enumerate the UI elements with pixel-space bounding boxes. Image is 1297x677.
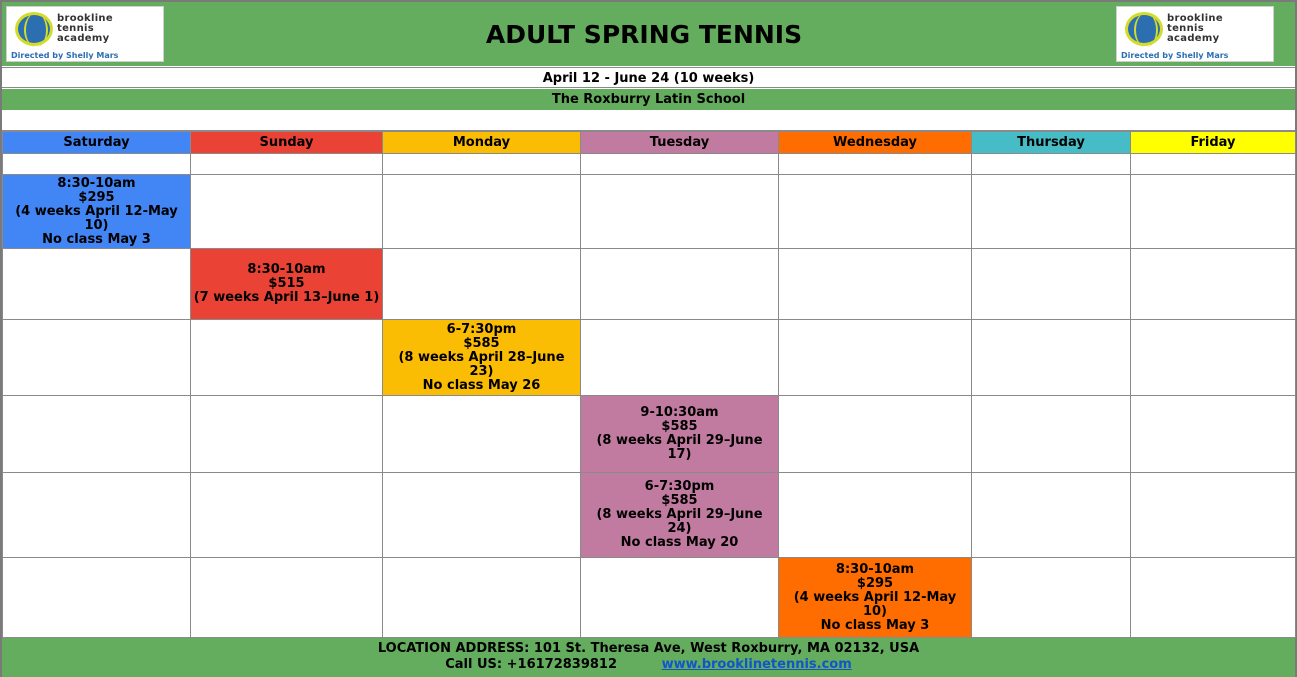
class-duration: (7 weeks April 13–June 1)	[193, 290, 380, 305]
class-price: $585	[661, 493, 698, 508]
class-note: No class May 20	[620, 535, 739, 550]
website-link[interactable]: www.brooklinetennis.com	[661, 657, 852, 672]
location-name: The Roxburry Latin School	[2, 89, 1295, 110]
class-block-sunday	[191, 249, 383, 320]
logo-line2: tennis	[57, 23, 94, 34]
session-dates: April 12 - June 24 (10 weeks)	[2, 67, 1295, 88]
tennis-ball-icon	[1125, 12, 1163, 46]
class-price: $295	[78, 189, 115, 205]
class-price: $585	[463, 335, 500, 351]
header-banner	[2, 2, 1295, 66]
table-row	[3, 249, 1296, 320]
class-note: No class May 26	[422, 377, 541, 393]
class-price: $585	[661, 419, 698, 434]
logo-tagline: Directed by Shelly Mars	[11, 51, 119, 60]
logo-line2: tennis	[1167, 23, 1204, 34]
class-block-monday	[383, 320, 581, 396]
class-block-saturday	[3, 175, 191, 249]
table-row	[3, 320, 1296, 396]
class-time: 6-7:30pm	[644, 479, 715, 494]
footer-banner	[2, 638, 1295, 677]
logo-line3: academy	[57, 33, 110, 44]
logo-line1: brookline	[1167, 13, 1223, 24]
day-header-tuesday: Tuesday	[581, 132, 779, 154]
logo-left	[6, 6, 164, 62]
class-price: $515	[268, 276, 305, 291]
class-note: No class May 3	[42, 231, 151, 247]
class-time: 8:30-10am	[247, 262, 326, 277]
class-block-tuesday-morning	[581, 396, 779, 473]
class-duration: (8 weeks April 29–June 24)	[596, 507, 763, 536]
logo-line1: brookline	[57, 13, 113, 24]
day-header-saturday: Saturday	[3, 132, 191, 154]
day-header-friday: Friday	[1131, 132, 1296, 154]
day-header-row	[3, 132, 1296, 154]
table-row	[3, 396, 1296, 473]
class-time: 6-7:30pm	[446, 321, 517, 337]
class-price: $295	[856, 575, 894, 591]
location-address: LOCATION ADDRESS: 101 St. Theresa Ave, West Roxburry, MA 02132, USA	[377, 641, 920, 656]
day-header-wednesday: Wednesday	[779, 132, 972, 154]
phone-number: Call US: +16172839812	[445, 657, 618, 672]
logo-line3: academy	[1167, 33, 1220, 44]
class-block-wednesday	[779, 558, 972, 638]
class-duration: (4 weeks April 12-May 10)	[793, 589, 957, 619]
table-row	[3, 558, 1296, 638]
class-duration: (4 weeks April 12-May 10)	[15, 203, 178, 233]
class-time: 9-10:30am	[640, 405, 719, 420]
tennis-ball-icon	[15, 12, 53, 46]
table-row	[3, 473, 1296, 558]
class-duration: (8 weeks April 29–June 17)	[596, 433, 763, 462]
day-header-sunday: Sunday	[191, 132, 383, 154]
blank-row	[2, 110, 1295, 131]
page-title: ADULT SPRING TENNIS	[485, 20, 803, 49]
day-header-monday: Monday	[383, 132, 581, 154]
logo-right	[1116, 6, 1274, 62]
class-time: 8:30-10am	[57, 175, 136, 191]
logo-tagline: Directed by Shelly Mars	[1121, 51, 1229, 60]
table-row	[3, 175, 1296, 249]
class-block-tuesday-evening	[581, 473, 779, 558]
day-header-thursday: Thursday	[972, 132, 1131, 154]
schedule-table	[2, 131, 1296, 638]
table-row	[3, 154, 1296, 175]
class-time: 8:30-10am	[835, 561, 915, 577]
class-duration: (8 weeks April 28–June 23)	[398, 349, 565, 379]
class-note: No class May 3	[820, 617, 930, 633]
